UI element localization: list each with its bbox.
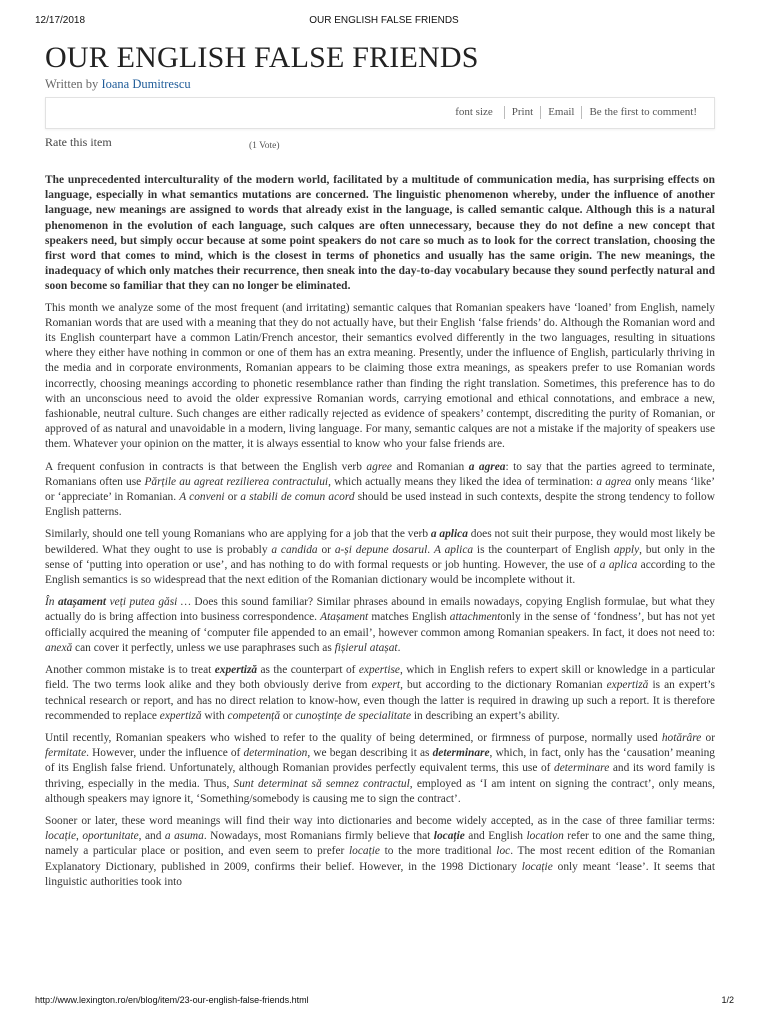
article-toolbar (45, 97, 715, 129)
rating (45, 135, 715, 173)
paragraph-5: Another common mistake is to treat expertiză as the counterpart of expertise, which in English refers to expert skill or knowledge in a particular field. The two terms look alike and they both obviously derive from expert, but according to the dictionary Romanian expertiză is an expert’s technical research or report, and has no direct relation to know-how, even though the latter is required in drawing up such a report. It is therefore recommended to replace expertiză with competență or cunoștințe de specialitate in describing an expert’s ability. (45, 664, 715, 722)
article (45, 40, 715, 897)
font-size-button[interactable]: font size (455, 106, 493, 118)
print-date: 12/17/2018 (35, 15, 86, 26)
article-title: OUR ENGLISH FALSE FRIENDS (45, 41, 479, 74)
byline (45, 77, 715, 93)
print-footer (0, 995, 768, 1009)
paragraph-7: Sooner or later, these word meanings will find their way into dictionaries and become widely accepted, as in the case of three familiar terms: locație, oportunitate, and a asuma. Nowadays, most Romanians firmly believe that locație and English location refer to one and the same thing, namely a particular place or position, and even seem to prefer locație to the more traditional loc. The most recent edition of the Romanian Explanatory Dictionary, published in 2009, confirms their belief. However, in the 1998 Dictionary locație only meant ‘lease’. It seems that linguistic authorities took into (45, 814, 716, 888)
print-header (0, 15, 768, 29)
paragraph-6: Until recently, Romanian speakers who wished to refer to the quality of being determined, or firmness of purpose, normally used hotărâre or fermitate. However, under the influence of determination, we began describing it as determinare, which, in fact, only has the ‘causation’ meaning of its English false friend. Unfortunately, although Romanian provides perfectly equivalent terms, this use of determinare and its word family is thriving, especially in the media. Thus, Sunt determinat să semnez contractul, employed as ‘I am intent on signing the contract’, only means, although speakers may ignore it, ‘Something/somebody is causing me to sign the contract’. (45, 731, 716, 805)
paragraph-1: This month we analyze some of the most frequent (and irritating) semantic calques that Romanian speakers have ‘loaned’ from English, namely Romanian words that are used with a meaning that they do not actually have, but their English ‘false friends’ do. Although the Romanian word and its English counterpart have a common Latin/French ancestor, their semantics evolved differently in the two languages, resulting in situations where they either have nothing in common or one of them has an extra meaning. Presently, under the influence of English, particularly thriving in the media and in corporate environments, Romanian appears to be claiming those extra meanings, as speakers prefer to use Romanian words incorrectly, choosing meanings according to phonetic resemblance rather than finding the right translation. Sometimes, this preference has to do with an unconscious need to avoid the older expressive Romanian words, carrying emotional and ethical connotations, and embrace a new, fashionable, neutral culture. Such changes are either radically rejected as evidence of speakers’ contempt, discrediting the purity of Romanian, or approved of as natural and unavoidable in a modern, living language. For many, semantic calques are not a mistake if the majority of speakers use them. Whatever your opinion on the matter, it is always essential to know who your false friends are. (45, 301, 715, 451)
rating-label: Rate this item (45, 135, 112, 149)
print-button[interactable]: Print (504, 106, 540, 119)
vote-count: (1 Vote) (249, 141, 280, 151)
paragraph-4: În atașament veți putea găsi … Does this sound familiar? Similar phrases abound in emails nowadays, copying English formulae, but what they actually do is bring affection into business correspondence. Atașament matches English attachmentonly in the sense of ‘fondness’, but has not yet officially acquired the meaning of ‘computer file appended to an email’, however common among Romanian speakers. In fact, it does not need to: anexă can cover it perfectly, unless we use paraphrases such as fișierul atașat. (45, 596, 715, 654)
paragraph-2: A frequent confusion in contracts is that between the English verb agree and Romanian a agrea: to say that the parties agreed to terminate, Romanians often use Părțile au agreat rezilierea contractului, which actually means they liked the idea of termination: a agrea only means ‘like’ or ‘appreciate’ in Romanian. A conveni or a stabili de comun acord should be used instead in such contexts, despite the strong tendency to follow English patterns. (45, 460, 716, 519)
comment-link[interactable]: Be the first to comment! (581, 106, 704, 119)
intro-paragraph: The unprecedented interculturality of the modern world, facilitated by a multitude of communication media, has surprising effects on language, especially in what semantics mutations are concerned. The linguistic phenomenon whereby, under the influence of another language, new meanings are assigned to words that already exist in the language, is called semantic calque. Although this is a natural phenomenon in the evolution of each language, such calques are often unnecessary, because they do not define a new concept that speakers need, but simply occur because at some point speakers do not care so much as to look for the correct translation, choosing the first word that comes to mind, which is the closest in terms of phonetics and usually has the same origin. The new meanings, the inadequacy of which only matches their recurrence, then sneak into the day-to-day vocabulary because they sound perfectly natural and soon become so familiar that they can no longer be eliminated. (45, 174, 715, 293)
author-link[interactable]: Ioana Dumitrescu (101, 77, 191, 91)
email-button[interactable]: Email (540, 106, 581, 119)
byline-prefix: Written by (45, 77, 102, 91)
paragraph-3: Similarly, should one tell young Romanians who are applying for a job that the verb a aplica does not suit their purpose, they would most likely be bewildered. What they ought to use is probably a candida or a-și depune dosarul. A aplica is the counterpart of English apply, but only in the sense of ‘putting into operation or use’, and has nothing to do with formal requests or job hunting. However, the use of a aplica according to the English semantics is so widespread that the next edition of the Romanian dictionary would be incomplete without it. (45, 528, 716, 587)
print-url: http://www.lexington.ro/en/blog/item/23-our-english-false-friends.html (35, 995, 309, 1005)
print-page-title: OUR ENGLISH FALSE FRIENDS (309, 15, 459, 26)
page-number: 1/2 (721, 995, 734, 1005)
